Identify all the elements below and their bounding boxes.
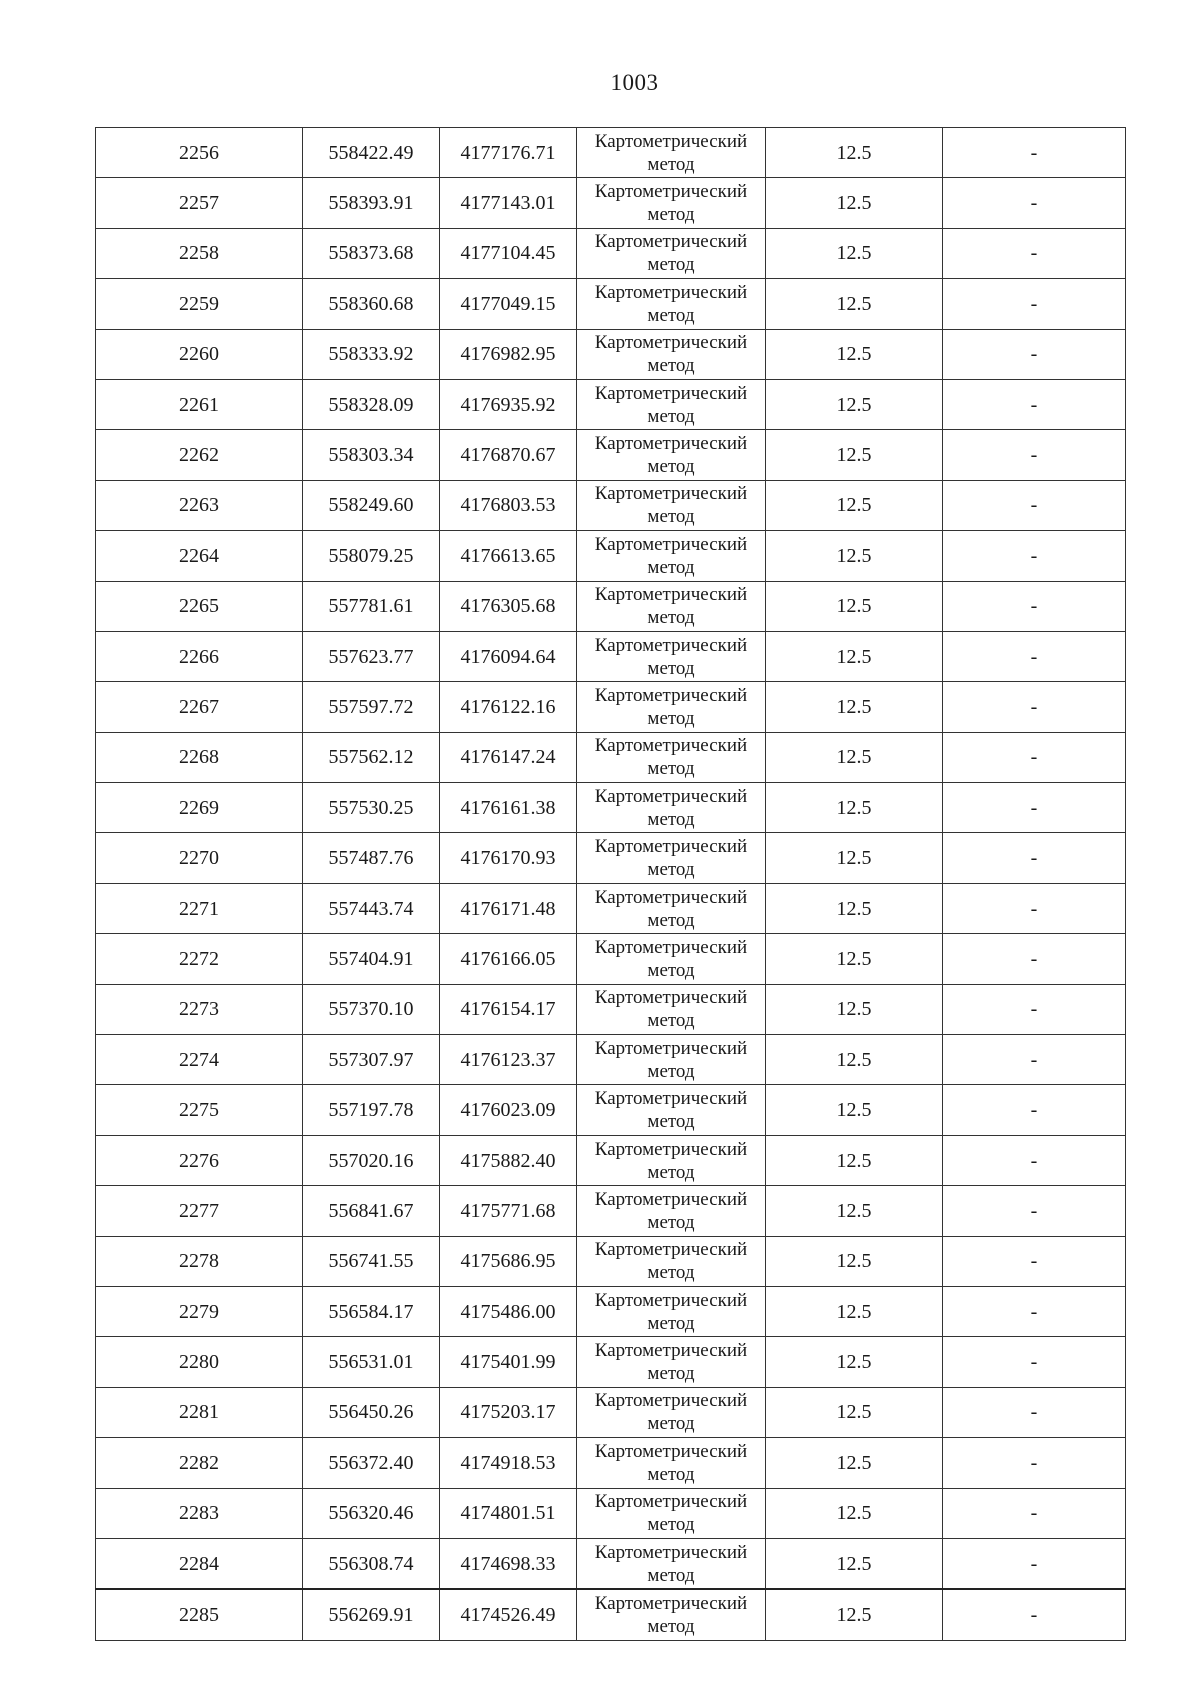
accuracy-cell: 12.5 [766,1186,943,1236]
y-coordinate-cell: 4176154.17 [440,984,577,1034]
method-line-2: метод [647,405,695,427]
accuracy-cell: 12.5 [766,279,943,329]
method-line-2: метод [647,153,695,175]
y-coordinate-cell: 4175203.17 [440,1387,577,1437]
method-cell [577,833,766,883]
point-number-cell: 2262 [96,430,303,480]
note-cell: - [943,883,1126,933]
note-cell: - [943,1488,1126,1538]
y-coordinate-cell: 4176982.95 [440,329,577,379]
method-line-1: Картометрический [594,1088,748,1110]
table-row [96,329,1126,379]
point-number-cell: 2272 [96,934,303,984]
table-row [96,934,1126,984]
x-coordinate-cell: 556741.55 [303,1236,440,1286]
method-line-2: метод [647,506,695,528]
method-line-1: Картометрический [594,785,748,807]
page-number: 1003 [610,70,659,95]
method-line-1: Картометрический [594,1188,748,1210]
accuracy-cell: 12.5 [766,1488,943,1538]
method-line-1: Картометрический [594,1289,748,1311]
method-line-1: Картометрический [594,281,748,303]
method-line-2: метод [647,556,695,578]
method-cell [577,1085,766,1135]
y-coordinate-cell: 4176023.09 [440,1085,577,1135]
x-coordinate-cell: 557307.97 [303,1035,440,1085]
accuracy-cell: 12.5 [766,984,943,1034]
method-line-1: Картометрический [594,936,748,958]
note-cell: - [943,430,1126,480]
method-line-1: Картометрический [594,1491,748,1513]
y-coordinate-cell: 4176161.38 [440,783,577,833]
y-coordinate-cell: 4176171.48 [440,883,577,933]
note-cell: - [943,1135,1126,1185]
method-line-2: метод [647,808,695,830]
method-line-2: метод [647,1111,695,1133]
x-coordinate-cell: 556320.46 [303,1488,440,1538]
method-line-2: метод [647,456,695,478]
method-line-2: метод [647,1463,695,1485]
method-line-1: Картометрический [594,1239,748,1261]
method-line-1: Картометрический [594,433,748,455]
table-row [96,682,1126,732]
x-coordinate-cell: 557370.10 [303,984,440,1034]
note-cell: - [943,732,1126,782]
method-line-1: Картометрический [594,483,748,505]
point-number-cell: 2270 [96,833,303,883]
y-coordinate-cell: 4177143.01 [440,178,577,228]
table-row [96,531,1126,581]
table-row [96,430,1126,480]
y-coordinate-cell: 4176870.67 [440,430,577,480]
method-cell [577,1135,766,1185]
x-coordinate-cell: 557623.77 [303,631,440,681]
x-coordinate-cell: 558373.68 [303,228,440,278]
method-line-2: метод [647,1060,695,1082]
x-coordinate-cell: 556372.40 [303,1438,440,1488]
method-line-2: метод [647,909,695,931]
accuracy-cell: 12.5 [766,833,943,883]
x-coordinate-cell: 557597.72 [303,682,440,732]
accuracy-cell: 12.5 [766,1085,943,1135]
note-cell: - [943,1337,1126,1387]
point-number-cell: 2261 [96,379,303,429]
accuracy-cell: 12.5 [766,228,943,278]
accuracy-cell: 12.5 [766,1135,943,1185]
method-line-2: метод [647,1363,695,1385]
method-line-1: Картометрический [594,1593,748,1615]
y-coordinate-cell: 4177104.45 [440,228,577,278]
note-cell: - [943,178,1126,228]
x-coordinate-cell: 556584.17 [303,1286,440,1336]
method-line-1: Картометрический [594,1340,748,1362]
method-cell [577,1035,766,1085]
method-line-1: Картометрический [594,1390,748,1412]
method-line-1: Картометрический [594,181,748,203]
point-number-cell: 2276 [96,1135,303,1185]
point-number-cell: 2258 [96,228,303,278]
x-coordinate-cell: 556531.01 [303,1337,440,1387]
point-number-cell: 2264 [96,531,303,581]
method-cell [577,631,766,681]
method-line-2: метод [647,254,695,276]
y-coordinate-cell: 4176613.65 [440,531,577,581]
table-row [96,783,1126,833]
point-number-cell: 2263 [96,480,303,530]
table-row [96,732,1126,782]
method-line-1: Картометрический [594,886,748,908]
coordinates-table-body [96,128,1126,1641]
point-number-cell: 2275 [96,1085,303,1135]
method-line-1: Картометрический [594,584,748,606]
note-cell: - [943,1085,1126,1135]
accuracy-cell: 12.5 [766,1538,943,1589]
method-cell [577,1236,766,1286]
table-row [96,1035,1126,1085]
note-cell: - [943,1538,1126,1589]
method-line-2: метод [647,355,695,377]
table-row [96,480,1126,530]
note-cell: - [943,631,1126,681]
method-line-2: метод [647,1564,695,1586]
method-line-1: Картометрический [594,987,748,1009]
y-coordinate-cell: 4174801.51 [440,1488,577,1538]
note-cell: - [943,682,1126,732]
method-cell [577,379,766,429]
table-row [96,1337,1126,1387]
method-cell [577,732,766,782]
method-line-1: Картометрический [594,1541,748,1563]
x-coordinate-cell: 558328.09 [303,379,440,429]
y-coordinate-cell: 4176123.37 [440,1035,577,1085]
x-coordinate-cell: 558422.49 [303,128,440,178]
x-coordinate-cell: 558303.34 [303,430,440,480]
method-line-1: Картометрический [594,836,748,858]
point-number-cell: 2278 [96,1236,303,1286]
note-cell: - [943,279,1126,329]
method-line-1: Картометрический [594,533,748,555]
note-cell: - [943,581,1126,631]
table-row [96,631,1126,681]
method-line-2: метод [647,657,695,679]
table-row [96,1236,1126,1286]
y-coordinate-cell: 4175486.00 [440,1286,577,1336]
x-coordinate-cell: 557562.12 [303,732,440,782]
point-number-cell: 2283 [96,1488,303,1538]
note-cell: - [943,1236,1126,1286]
method-line-2: метод [647,607,695,629]
y-coordinate-cell: 4175882.40 [440,1135,577,1185]
point-number-cell: 2257 [96,178,303,228]
method-cell [577,581,766,631]
method-line-2: метод [647,1262,695,1284]
table-row [96,1186,1126,1236]
y-coordinate-cell: 4174698.33 [440,1538,577,1589]
method-line-2: метод [647,959,695,981]
note-cell: - [943,1286,1126,1336]
note-cell: - [943,833,1126,883]
point-number-cell: 2274 [96,1035,303,1085]
accuracy-cell: 12.5 [766,934,943,984]
method-line-2: метод [647,758,695,780]
accuracy-cell: 12.5 [766,379,943,429]
note-cell: - [943,379,1126,429]
method-line-2: метод [647,204,695,226]
point-number-cell: 2273 [96,984,303,1034]
method-cell [577,1438,766,1488]
note-cell: - [943,934,1126,984]
method-line-1: Картометрический [594,130,748,152]
y-coordinate-cell: 4175401.99 [440,1337,577,1387]
method-cell [577,1538,766,1589]
x-coordinate-cell: 556269.91 [303,1589,440,1640]
method-cell [577,1387,766,1437]
y-coordinate-cell: 4176122.16 [440,682,577,732]
coordinates-table [95,127,1126,1641]
method-line-1: Картометрический [594,634,748,656]
table-row [96,1589,1126,1640]
x-coordinate-cell: 557020.16 [303,1135,440,1185]
x-coordinate-cell: 557487.76 [303,833,440,883]
accuracy-cell: 12.5 [766,430,943,480]
method-line-1: Картометрический [594,1138,748,1160]
table-row [96,883,1126,933]
table-row [96,581,1126,631]
y-coordinate-cell: 4176305.68 [440,581,577,631]
table-row [96,1538,1126,1589]
y-coordinate-cell: 4175686.95 [440,1236,577,1286]
table-row [96,1438,1126,1488]
table-row [96,833,1126,883]
method-cell [577,228,766,278]
accuracy-cell: 12.5 [766,1387,943,1437]
note-cell: - [943,1438,1126,1488]
x-coordinate-cell: 558333.92 [303,329,440,379]
x-coordinate-cell: 557404.91 [303,934,440,984]
point-number-cell: 2271 [96,883,303,933]
y-coordinate-cell: 4177049.15 [440,279,577,329]
point-number-cell: 2282 [96,1438,303,1488]
method-line-2: метод [647,1211,695,1233]
accuracy-cell: 12.5 [766,1337,943,1387]
x-coordinate-cell: 558360.68 [303,279,440,329]
y-coordinate-cell: 4176935.92 [440,379,577,429]
y-coordinate-cell: 4174526.49 [440,1589,577,1640]
table-row [96,379,1126,429]
accuracy-cell: 12.5 [766,783,943,833]
table-row [96,1085,1126,1135]
x-coordinate-cell: 558249.60 [303,480,440,530]
method-line-1: Картометрический [594,332,748,354]
accuracy-cell: 12.5 [766,1589,943,1640]
method-cell [577,178,766,228]
accuracy-cell: 12.5 [766,631,943,681]
note-cell: - [943,1035,1126,1085]
method-cell [577,1286,766,1336]
table-row [96,228,1126,278]
method-line-2: метод [647,859,695,881]
point-number-cell: 2259 [96,279,303,329]
point-number-cell: 2265 [96,581,303,631]
method-line-1: Картометрический [594,684,748,706]
x-coordinate-cell: 558079.25 [303,531,440,581]
y-coordinate-cell: 4177176.71 [440,128,577,178]
method-cell [577,329,766,379]
accuracy-cell: 12.5 [766,1236,943,1286]
table-row [96,128,1126,178]
table-row [96,1387,1126,1437]
x-coordinate-cell: 557197.78 [303,1085,440,1135]
accuracy-cell: 12.5 [766,732,943,782]
x-coordinate-cell: 557443.74 [303,883,440,933]
x-coordinate-cell: 558393.91 [303,178,440,228]
x-coordinate-cell: 556841.67 [303,1186,440,1236]
note-cell: - [943,1186,1126,1236]
method-cell [577,1589,766,1640]
x-coordinate-cell: 556308.74 [303,1538,440,1589]
note-cell: - [943,128,1126,178]
accuracy-cell: 12.5 [766,682,943,732]
x-coordinate-cell: 557781.61 [303,581,440,631]
point-number-cell: 2260 [96,329,303,379]
accuracy-cell: 12.5 [766,581,943,631]
method-line-1: Картометрический [594,735,748,757]
method-line-1: Картометрический [594,1440,748,1462]
note-cell: - [943,228,1126,278]
x-coordinate-cell: 556450.26 [303,1387,440,1437]
y-coordinate-cell: 4174918.53 [440,1438,577,1488]
method-cell [577,682,766,732]
y-coordinate-cell: 4176803.53 [440,480,577,530]
method-line-2: метод [647,304,695,326]
point-number-cell: 2256 [96,128,303,178]
note-cell: - [943,783,1126,833]
point-number-cell: 2277 [96,1186,303,1236]
point-number-cell: 2280 [96,1337,303,1387]
point-number-cell: 2279 [96,1286,303,1336]
y-coordinate-cell: 4176166.05 [440,934,577,984]
method-cell [577,531,766,581]
method-line-2: метод [647,1514,695,1536]
table-row [96,279,1126,329]
method-cell [577,1488,766,1538]
accuracy-cell: 12.5 [766,1286,943,1336]
method-line-2: метод [647,1616,695,1638]
note-cell: - [943,984,1126,1034]
y-coordinate-cell: 4176094.64 [440,631,577,681]
method-cell [577,783,766,833]
table-row [96,178,1126,228]
table-row [96,984,1126,1034]
method-line-1: Картометрический [594,382,748,404]
method-cell [577,984,766,1034]
note-cell: - [943,329,1126,379]
y-coordinate-cell: 4176170.93 [440,833,577,883]
method-cell [577,934,766,984]
point-number-cell: 2284 [96,1538,303,1589]
x-coordinate-cell: 557530.25 [303,783,440,833]
accuracy-cell: 12.5 [766,329,943,379]
accuracy-cell: 12.5 [766,480,943,530]
accuracy-cell: 12.5 [766,1035,943,1085]
method-cell [577,883,766,933]
accuracy-cell: 12.5 [766,178,943,228]
table-row [96,1488,1126,1538]
method-cell [577,128,766,178]
point-number-cell: 2266 [96,631,303,681]
table-row [96,1286,1126,1336]
note-cell: - [943,480,1126,530]
method-cell [577,279,766,329]
method-line-2: метод [647,1010,695,1032]
point-number-cell: 2281 [96,1387,303,1437]
method-line-1: Картометрический [594,1037,748,1059]
accuracy-cell: 12.5 [766,531,943,581]
method-cell [577,480,766,530]
method-line-1: Картометрический [594,231,748,253]
note-cell: - [943,1387,1126,1437]
accuracy-cell: 12.5 [766,883,943,933]
y-coordinate-cell: 4175771.68 [440,1186,577,1236]
method-cell [577,1337,766,1387]
y-coordinate-cell: 4176147.24 [440,732,577,782]
method-line-2: метод [647,1413,695,1435]
method-cell [577,430,766,480]
point-number-cell: 2268 [96,732,303,782]
point-number-cell: 2267 [96,682,303,732]
point-number-cell: 2285 [96,1589,303,1640]
point-number-cell: 2269 [96,783,303,833]
method-cell [577,1186,766,1236]
table-row [96,1135,1126,1185]
accuracy-cell: 12.5 [766,128,943,178]
method-line-2: метод [647,1161,695,1183]
method-line-2: метод [647,1312,695,1334]
method-line-2: метод [647,707,695,729]
note-cell: - [943,531,1126,581]
note-cell: - [943,1589,1126,1640]
accuracy-cell: 12.5 [766,1438,943,1488]
